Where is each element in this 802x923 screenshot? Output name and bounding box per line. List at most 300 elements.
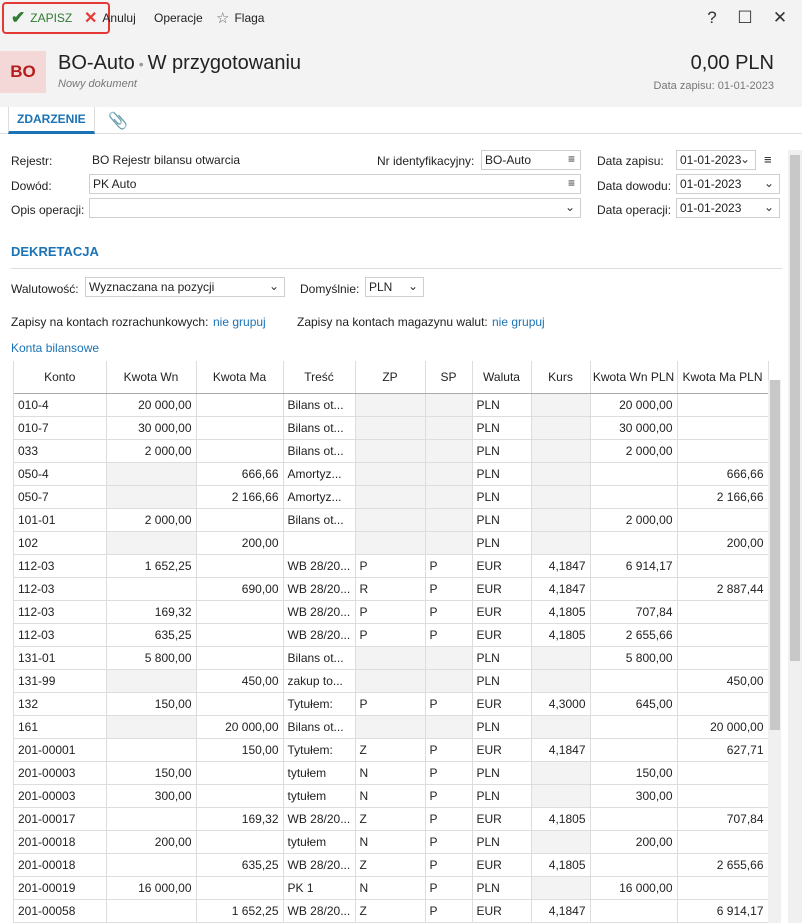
table-cell[interactable] [355,508,425,531]
table-cell[interactable] [677,439,768,462]
table-cell[interactable]: 4,1805 [531,600,590,623]
save-date-field[interactable] [676,150,756,170]
table-cell[interactable] [677,508,768,531]
table-cell[interactable]: P [425,761,472,784]
table-cell[interactable]: 033 [14,439,106,462]
table-cell[interactable]: PLN [472,876,531,899]
table-cell[interactable]: Bilans ot... [283,646,355,669]
proof-date-field[interactable] [676,174,780,194]
table-row[interactable] [14,876,768,899]
table-cell[interactable] [196,761,283,784]
currency-mode-select[interactable] [85,277,285,297]
table-cell[interactable] [196,393,283,416]
table-cell[interactable]: 300,00 [590,784,677,807]
list-icon[interactable]: ≡ [764,152,772,167]
table-cell[interactable]: Tytułem: [283,738,355,761]
table-cell[interactable]: EUR [472,899,531,922]
balance-accounts-link[interactable]: Konta bilansowe [11,341,100,355]
column-header[interactable]: ZP [355,361,425,393]
table-cell[interactable]: 2 166,66 [677,485,768,508]
cancel-label: Anuluj [102,11,136,25]
table-cell[interactable]: Bilans ot... [283,393,355,416]
table-cell[interactable] [677,416,768,439]
table-cell[interactable] [425,439,472,462]
table-cell[interactable]: 201-00003 [14,784,106,807]
chevron-down-icon[interactable]: ⌄ [268,279,279,293]
table-cell[interactable] [590,853,677,876]
table-cell[interactable]: 150,00 [106,692,196,715]
table-cell[interactable] [677,600,768,623]
table-cell[interactable] [196,508,283,531]
table-row[interactable] [14,393,768,416]
table-cell[interactable] [355,646,425,669]
table-cell[interactable]: WB 28/20... [283,623,355,646]
table-cell[interactable] [355,669,425,692]
column-header[interactable]: SP [425,361,472,393]
table-cell[interactable]: P [425,600,472,623]
table-cell[interactable] [196,554,283,577]
table-cell[interactable]: PLN [472,830,531,853]
settlement-grouping-link[interactable]: nie grupuj [213,315,266,329]
table-cell[interactable]: 150,00 [590,761,677,784]
table-cell[interactable]: 169,32 [106,600,196,623]
separator-dot: • [138,56,144,72]
table-cell[interactable]: 4,3000 [531,692,590,715]
table-cell[interactable] [531,876,590,899]
column-header[interactable]: Kwota Ma [196,361,283,393]
table-cell[interactable]: P [355,692,425,715]
table-cell[interactable] [531,646,590,669]
table-cell[interactable]: PLN [472,531,531,554]
table-cell[interactable] [355,439,425,462]
table-cell[interactable] [677,761,768,784]
table-cell[interactable] [531,784,590,807]
table-cell[interactable] [590,899,677,922]
table-cell[interactable] [106,899,196,922]
table-cell[interactable] [106,669,196,692]
table-cell[interactable]: 4,1847 [531,899,590,922]
table-cell[interactable]: P [425,876,472,899]
table-cell[interactable] [196,876,283,899]
table-cell[interactable] [531,393,590,416]
tab-event[interactable]: ZDARZENIE [8,107,95,134]
table-cell[interactable]: 20 000,00 [106,393,196,416]
table-cell[interactable]: WB 28/20... [283,899,355,922]
table-cell[interactable] [106,577,196,600]
column-header[interactable]: Kwota Wn PLN [590,361,677,393]
close-icon[interactable]: ✕ [772,8,788,27]
table-cell[interactable]: PLN [472,646,531,669]
table-cell[interactable]: 2 000,00 [590,439,677,462]
column-header[interactable]: Kwota Ma PLN [677,361,768,393]
table-cell[interactable]: 707,84 [590,600,677,623]
table-cell[interactable]: Bilans ot... [283,439,355,462]
table-cell[interactable]: N [355,830,425,853]
table-cell[interactable] [590,807,677,830]
table-cell[interactable]: 132 [14,692,106,715]
table-row[interactable] [14,784,768,807]
table-cell[interactable] [531,439,590,462]
table-cell[interactable]: EUR [472,692,531,715]
table-cell[interactable]: Amortyz... [283,485,355,508]
table-cell[interactable]: 645,00 [590,692,677,715]
table-cell[interactable]: 161 [14,715,106,738]
table-cell[interactable]: EUR [472,738,531,761]
table-cell[interactable]: Bilans ot... [283,416,355,439]
table-cell[interactable] [355,715,425,738]
table-cell[interactable] [355,485,425,508]
table-cell[interactable]: 20 000,00 [196,715,283,738]
table-cell[interactable] [425,393,472,416]
table-cell[interactable]: P [425,784,472,807]
table-cell[interactable]: WB 28/20... [283,807,355,830]
table-cell[interactable]: EUR [472,623,531,646]
table-cell[interactable] [355,462,425,485]
table-cell[interactable]: 200,00 [677,531,768,554]
table-cell[interactable] [196,784,283,807]
document-type-badge: BO [0,51,46,93]
table-cell[interactable] [531,485,590,508]
table-cell[interactable]: 112-03 [14,554,106,577]
table-cell[interactable]: Z [355,899,425,922]
table-row[interactable] [14,899,768,922]
table-cell[interactable] [677,784,768,807]
table-cell[interactable]: 2 887,44 [677,577,768,600]
table-cell[interactable] [677,692,768,715]
table-cell[interactable] [355,531,425,554]
table-row[interactable] [14,623,768,646]
table-cell[interactable]: 201-00017 [14,807,106,830]
list-icon[interactable]: ≡ [567,152,575,166]
table-cell[interactable] [677,876,768,899]
table-cell[interactable]: Bilans ot... [283,715,355,738]
column-header[interactable]: Konto [14,361,106,393]
table-cell[interactable]: 050-4 [14,462,106,485]
table-cell[interactable]: P [425,577,472,600]
table-cell[interactable]: P [425,853,472,876]
table-cell[interactable]: PLN [472,669,531,692]
table-row[interactable] [14,485,768,508]
table-cell[interactable]: tytułem [283,761,355,784]
operation-date-field[interactable] [676,198,780,218]
table-cell[interactable]: WB 28/20... [283,600,355,623]
table-row[interactable] [14,554,768,577]
table-cell[interactable]: 4,1847 [531,554,590,577]
table-cell[interactable]: 200,00 [196,531,283,554]
table-cell[interactable]: 112-03 [14,623,106,646]
table-cell[interactable]: PLN [472,462,531,485]
table-row[interactable] [14,577,768,600]
table-cell[interactable]: PLN [472,485,531,508]
table-cell[interactable] [425,646,472,669]
table-cell[interactable] [196,439,283,462]
table-cell[interactable]: 1 652,25 [106,554,196,577]
save-label: ZAPISZ [30,11,73,25]
table-cell[interactable] [355,393,425,416]
table-cell[interactable] [106,462,196,485]
table-cell[interactable]: 201-00001 [14,738,106,761]
table-cell[interactable] [531,715,590,738]
table-cell[interactable] [106,853,196,876]
table-cell[interactable]: N [355,761,425,784]
table-cell[interactable] [677,393,768,416]
table-cell[interactable] [590,715,677,738]
table-row[interactable] [14,439,768,462]
table-cell[interactable]: 102 [14,531,106,554]
table-cell[interactable]: 131-01 [14,646,106,669]
table-cell[interactable]: R [355,577,425,600]
table-scrollbar[interactable] [768,380,781,923]
fx-grouping-link[interactable]: nie grupuj [492,315,545,329]
table-cell[interactable]: 201-00019 [14,876,106,899]
table-cell[interactable] [106,715,196,738]
table-cell[interactable]: 300,00 [106,784,196,807]
default-currency-select[interactable] [365,277,424,297]
table-cell[interactable]: Bilans ot... [283,508,355,531]
table-cell[interactable] [531,462,590,485]
table-row[interactable] [14,416,768,439]
table-cell[interactable]: 2 000,00 [106,439,196,462]
column-header[interactable]: Kurs [531,361,590,393]
table-cell[interactable]: tytułem [283,830,355,853]
table-cell[interactable]: 050-7 [14,485,106,508]
table-cell[interactable] [196,646,283,669]
table-cell[interactable]: 30 000,00 [590,416,677,439]
id-field[interactable] [481,150,581,170]
table-cell[interactable]: 707,84 [677,807,768,830]
table-row[interactable] [14,462,768,485]
paperclip-icon[interactable]: 📎 [108,113,128,130]
table-cell[interactable]: 30 000,00 [106,416,196,439]
table-cell[interactable]: WB 28/20... [283,554,355,577]
table-cell[interactable]: 450,00 [196,669,283,692]
maximize-icon[interactable]: ☐ [737,8,753,27]
table-cell[interactable]: 201-00018 [14,853,106,876]
table-cell[interactable] [531,416,590,439]
table-cell[interactable] [425,508,472,531]
table-cell[interactable]: P [425,899,472,922]
table-row[interactable] [14,646,768,669]
table-cell[interactable] [425,462,472,485]
list-icon[interactable]: ≡ [567,176,575,190]
table-cell[interactable]: 200,00 [590,830,677,853]
table-cell[interactable]: P [425,830,472,853]
column-header[interactable]: Treść [283,361,355,393]
table-cell[interactable]: 20 000,00 [677,715,768,738]
table-cell[interactable] [425,416,472,439]
table-scrollbar-thumb[interactable] [770,380,780,730]
table-cell[interactable]: P [355,600,425,623]
table-cell[interactable]: 150,00 [106,761,196,784]
chevron-down-icon[interactable]: ⌄ [564,200,575,214]
table-cell[interactable]: 20 000,00 [590,393,677,416]
table-cell[interactable]: N [355,784,425,807]
table-cell[interactable]: 169,32 [196,807,283,830]
table-row[interactable] [14,738,768,761]
table-cell[interactable]: P [425,554,472,577]
table-cell[interactable]: Tytułem: [283,692,355,715]
table-cell[interactable]: 2 000,00 [106,508,196,531]
table-cell[interactable]: 112-03 [14,600,106,623]
table-cell[interactable]: PLN [472,439,531,462]
table-cell[interactable]: N [355,876,425,899]
chevron-down-icon[interactable]: ⌄ [407,279,418,293]
table-cell[interactable] [590,669,677,692]
description-field[interactable] [89,198,581,218]
page-scrollbar[interactable] [788,150,802,923]
table-cell[interactable]: 010-7 [14,416,106,439]
table-row[interactable] [14,807,768,830]
column-header[interactable]: Kwota Wn [106,361,196,393]
table-cell[interactable]: 2 000,00 [590,508,677,531]
table-cell[interactable] [425,715,472,738]
table-cell[interactable]: 112-03 [14,577,106,600]
table-cell[interactable]: 690,00 [196,577,283,600]
table-cell[interactable]: 16 000,00 [590,876,677,899]
table-cell[interactable] [196,623,283,646]
table-cell[interactable] [531,531,590,554]
table-cell[interactable] [196,830,283,853]
table-cell[interactable]: 450,00 [677,669,768,692]
table-cell[interactable]: 150,00 [196,738,283,761]
table-cell[interactable] [106,485,196,508]
page-scrollbar-thumb[interactable] [790,155,800,661]
table-cell[interactable]: EUR [472,807,531,830]
table-cell[interactable]: 627,71 [677,738,768,761]
table-cell[interactable]: PLN [472,761,531,784]
table-cell[interactable]: 101-01 [14,508,106,531]
table-cell[interactable] [677,830,768,853]
decree-table [13,361,767,923]
column-header[interactable]: Waluta [472,361,531,393]
table-cell[interactable] [677,623,768,646]
table-cell[interactable]: Z [355,807,425,830]
table-row[interactable] [14,669,768,692]
table-cell[interactable] [590,462,677,485]
table-cell[interactable]: WB 28/20... [283,577,355,600]
table-cell[interactable] [677,554,768,577]
table-cell[interactable]: P [425,623,472,646]
table-cell[interactable]: P [355,554,425,577]
table-cell[interactable]: 201-00018 [14,830,106,853]
table-row[interactable] [14,531,768,554]
table-cell[interactable] [355,416,425,439]
table-cell[interactable] [196,692,283,715]
table-cell[interactable]: zakup to... [283,669,355,692]
table-cell[interactable]: 201-00003 [14,761,106,784]
table-cell[interactable] [590,485,677,508]
table-cell[interactable]: 16 000,00 [106,876,196,899]
table-row[interactable] [14,692,768,715]
table-cell[interactable] [531,761,590,784]
table-row[interactable] [14,830,768,853]
table-cell[interactable]: EUR [472,600,531,623]
table-cell[interactable]: PLN [472,508,531,531]
table-cell[interactable]: 2 655,66 [677,853,768,876]
table-cell[interactable]: 4,1847 [531,738,590,761]
chevron-down-icon[interactable]: ⌄ [739,152,750,166]
table-cell[interactable]: 201-00058 [14,899,106,922]
table-cell[interactable]: 4,1805 [531,807,590,830]
table-cell[interactable]: 6 914,17 [677,899,768,922]
table-cell[interactable]: 4,1847 [531,577,590,600]
table-cell[interactable] [106,531,196,554]
proof-field[interactable] [89,174,581,194]
table-cell[interactable]: Z [355,738,425,761]
help-icon[interactable]: ? [707,8,717,27]
table-cell[interactable]: EUR [472,853,531,876]
table-cell[interactable]: 2 166,66 [196,485,283,508]
table-cell[interactable]: 6 914,17 [590,554,677,577]
table-row[interactable] [14,600,768,623]
table-cell[interactable]: WB 28/20... [283,853,355,876]
table-cell[interactable] [590,531,677,554]
operations-menu[interactable] [154,6,203,30]
table-cell[interactable]: 5 800,00 [590,646,677,669]
table-cell[interactable]: PLN [472,784,531,807]
cancel-button[interactable] [84,6,136,30]
table-row[interactable] [14,508,768,531]
table-cell[interactable]: PLN [472,416,531,439]
table-cell[interactable] [106,738,196,761]
table-cell[interactable] [531,508,590,531]
table-cell[interactable] [196,416,283,439]
table-cell[interactable] [425,485,472,508]
table-cell[interactable]: Z [355,853,425,876]
table-cell[interactable]: P [425,807,472,830]
table-cell[interactable]: 666,66 [196,462,283,485]
table-cell[interactable] [283,531,355,554]
chevron-down-icon[interactable]: ⌄ [763,176,774,190]
table-cell[interactable]: EUR [472,577,531,600]
table-cell[interactable]: 010-4 [14,393,106,416]
table-cell[interactable] [590,738,677,761]
table-cell[interactable]: 635,25 [196,853,283,876]
table-cell[interactable] [106,807,196,830]
table-cell[interactable] [531,830,590,853]
table-row[interactable] [14,761,768,784]
table-cell[interactable]: 131-99 [14,669,106,692]
table-cell[interactable]: PLN [472,715,531,738]
table-cell[interactable]: 200,00 [106,830,196,853]
table-cell[interactable] [425,669,472,692]
table-cell[interactable]: EUR [472,554,531,577]
table-cell[interactable] [531,669,590,692]
table-cell[interactable]: 4,1805 [531,853,590,876]
table-cell[interactable]: P [355,623,425,646]
table-cell[interactable] [590,577,677,600]
table-cell[interactable]: P [425,738,472,761]
table-row[interactable] [14,853,768,876]
table-cell[interactable]: PLN [472,393,531,416]
table-cell[interactable]: 2 655,66 [590,623,677,646]
chevron-down-icon[interactable]: ⌄ [763,200,774,214]
table-cell[interactable] [677,646,768,669]
table-cell[interactable]: 4,1805 [531,623,590,646]
table-cell[interactable]: Amortyz... [283,462,355,485]
table-cell[interactable]: 635,25 [106,623,196,646]
table-cell[interactable]: 5 800,00 [106,646,196,669]
flag-button[interactable] [216,6,264,30]
table-cell[interactable] [425,531,472,554]
table-cell[interactable]: PK 1 [283,876,355,899]
table-cell[interactable]: P [425,692,472,715]
table-row[interactable] [14,715,768,738]
table-cell[interactable]: 1 652,25 [196,899,283,922]
table-cell[interactable]: 666,66 [677,462,768,485]
table-cell[interactable]: tytułem [283,784,355,807]
table-cell[interactable] [196,600,283,623]
